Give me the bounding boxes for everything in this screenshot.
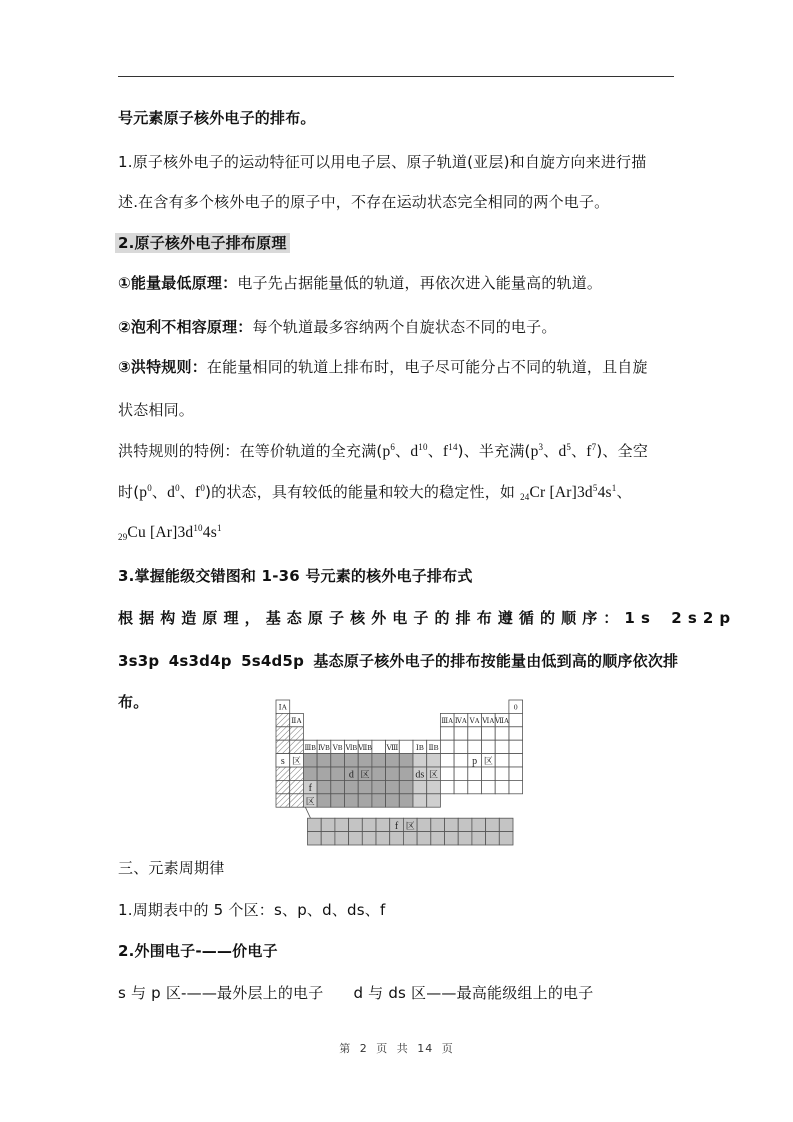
d-block-cell	[386, 794, 400, 807]
group-label-VIII: Ⅷ	[386, 742, 399, 752]
f-block-cell	[486, 818, 500, 831]
principle-text: 在能量相同的轨道上排布时，电子尽可能分占不同的轨道，且自旋	[206, 358, 648, 376]
d-block-cell	[386, 767, 400, 780]
p-block-cell	[440, 780, 454, 793]
p-block-cell	[440, 740, 454, 753]
p-block-cell	[495, 767, 509, 780]
group-label-ⅢA: ⅢA	[441, 717, 454, 726]
ds-block-cell	[427, 754, 441, 767]
ds-block-qu-label: 区	[429, 769, 439, 780]
f-block-cell	[376, 832, 390, 845]
aufbau-order-line3: 布。	[118, 693, 149, 711]
p-block-cell	[509, 780, 523, 793]
paragraph-motion-characteristics-cont: 述.在含有多个核外电子的原子中，不存在运动状态完全相同的两个电子。	[118, 193, 610, 211]
config-p0: $p^0$	[139, 483, 152, 501]
config-d10: $d^{10}$	[410, 442, 428, 460]
group-label-ⅦB: ⅦB	[358, 743, 372, 752]
p-block-cell	[495, 780, 509, 793]
p-block-cell	[482, 780, 496, 793]
f-block-cell	[486, 832, 500, 845]
p-block-cell	[495, 740, 509, 753]
five-blocks-line	[118, 900, 385, 920]
s-block-cell	[276, 794, 290, 807]
p-block-cell	[509, 727, 523, 740]
s-block-cell	[290, 740, 304, 753]
s-block-cell	[276, 727, 290, 740]
config-d0: $d^0$	[167, 483, 180, 501]
ds-block-cell	[413, 794, 427, 807]
special-text: 时(	[118, 483, 140, 501]
p-block-cell	[495, 727, 509, 740]
periodic-table-blocks-diagram	[268, 694, 538, 854]
d-block-cell	[399, 794, 413, 807]
valence-description	[118, 983, 593, 1003]
f-block-qu-label: 区	[405, 820, 415, 831]
line-heading-continued: 号元素原子核外电子的排布。	[118, 109, 316, 127]
d-block-cell	[317, 767, 331, 780]
p-block-cell	[440, 727, 454, 740]
d-block-cell	[399, 767, 413, 780]
aufbau-order-line2: 3s3p 4s3d4p 5s4d5p 基态原子核外电子的排布按能量由低到高的顺序依次排	[118, 652, 679, 670]
section-periodic-law: 三、元素周期律	[118, 859, 225, 877]
f-block-label: f	[394, 820, 399, 832]
p-block-cell	[468, 780, 482, 793]
p-block-cell	[454, 727, 468, 740]
p-block-cell	[482, 727, 496, 740]
five-blocks-text: 1.周期表中的 5 个区：s、p、d、ds、f	[118, 901, 386, 919]
f-block-marker-label: f	[308, 783, 312, 795]
p-block-qu-label: 区	[483, 756, 493, 767]
p-block-cell	[509, 740, 523, 753]
p-block-cell	[468, 727, 482, 740]
p-block-cell	[454, 780, 468, 793]
f-block-cell	[308, 832, 322, 845]
d-block-cell	[331, 767, 345, 780]
ds-block-cell	[413, 780, 427, 793]
f-block-connector	[305, 807, 310, 818]
d-block-cell	[303, 767, 317, 780]
ds-block-label: ds	[415, 769, 425, 781]
s-block-cell	[276, 740, 290, 753]
config-f14: $f^{14}$	[442, 442, 458, 460]
group-label-ⅥB: ⅥB	[345, 743, 358, 752]
separator: 、	[616, 483, 632, 501]
group-label-IIB: ⅡB	[428, 742, 439, 752]
f-block-cell	[335, 818, 349, 831]
principle-hund-cont: 状态相同。	[118, 401, 195, 419]
f-block-cell	[349, 832, 363, 845]
p-block-cell	[440, 767, 454, 780]
f-block-cell	[445, 832, 459, 845]
f-block-cell	[376, 818, 390, 831]
f-block-cell	[362, 832, 376, 845]
highlighted-heading: 2.原子核外电子排布原理	[115, 233, 290, 253]
d-block-cell	[358, 794, 372, 807]
group-label-IB: ⅠB	[415, 742, 424, 752]
d-block-cell	[317, 754, 331, 767]
p-block-cell	[509, 754, 523, 767]
s-block-cell	[276, 767, 290, 780]
header-rule	[118, 76, 674, 77]
f-block-cell	[472, 818, 486, 831]
p-block-label: p	[472, 756, 478, 768]
special-mid: )、半充满(	[457, 442, 531, 460]
special-intro: 洪特规则的特例：在等价轨道的全充满(	[118, 442, 383, 460]
principle-label: ③洪特规则：	[118, 358, 207, 376]
d-block-cell	[399, 780, 413, 793]
aufbau-order-line1: 根据构造原理，基态原子核外电子的排布遵循的顺序：1s 2s2p	[118, 609, 737, 627]
f-block-cell	[499, 832, 513, 845]
copper-config: $_{29}$Cu $[Ar]3d^{10}4s^1$	[118, 523, 222, 542]
group-label-ⅣB: ⅣB	[318, 743, 330, 752]
d-block-cell	[317, 780, 331, 793]
d-block-label: d	[348, 769, 354, 781]
config-d5: $d^5$	[558, 442, 572, 460]
p-block-cell	[509, 767, 523, 780]
f-block-cell	[308, 818, 322, 831]
config-p3: $p^3$	[530, 442, 544, 460]
principle-label: ②泡利不相容原理：	[118, 318, 253, 336]
principle-lowest-energy	[118, 273, 602, 293]
s-block-cell	[290, 780, 304, 793]
d-block-cell	[386, 754, 400, 767]
config-p6: $p^6$	[382, 442, 396, 460]
p-block-cell	[468, 740, 482, 753]
sp-block-text: s 与 p 区-——最外层上的电子	[118, 984, 324, 1002]
d-block-cell	[303, 754, 317, 767]
s-block-cell	[290, 767, 304, 780]
page-footer: 第 2 页 共 14 页	[339, 1042, 454, 1055]
hund-special-case-line1: 洪特规则的特例：在等价轨道的全充满($p^6$、$d^{10}$、$f^{14}$)、半充满($p^3$、$d^5$、$f^7$)、全空	[118, 442, 649, 460]
f-block-cell	[321, 818, 335, 831]
f-block-cell	[390, 832, 404, 845]
p-block-cell	[454, 740, 468, 753]
principle-hund	[118, 357, 648, 377]
p-block-cell	[440, 754, 454, 767]
group-label-IIA: ⅡA	[291, 716, 302, 726]
group-label-ⅤA: ⅤA	[469, 717, 480, 726]
f-block-cell	[431, 832, 445, 845]
d-block-cell	[331, 754, 345, 767]
p-block-cell	[495, 754, 509, 767]
f-block-cell	[458, 818, 472, 831]
p-block-cell	[454, 767, 468, 780]
d-block-cell	[372, 780, 386, 793]
s-block-cell	[290, 794, 304, 807]
group-label-IA: ⅠA	[278, 702, 288, 712]
paragraph-motion-characteristics: 1.原子核外电子的运动特征可以用电子层、原子轨道(亚层)和自旋方向来进行描	[118, 153, 647, 171]
p-block-cell	[468, 767, 482, 780]
valence-heading: 2.外围电子-——价电子	[118, 942, 278, 960]
principle-text: 每个轨道最多容纳两个自旋状态不同的电子。	[252, 318, 557, 336]
group-label-ⅣA: ⅣA	[454, 717, 467, 726]
d-block-cell	[317, 794, 331, 807]
f-block-marker-qu-label: 区	[305, 796, 315, 807]
d-block-cell	[372, 754, 386, 767]
f-block-cell	[458, 832, 472, 845]
s-block-cell	[290, 727, 304, 740]
p-block-cell	[482, 740, 496, 753]
f-block-cell	[417, 818, 431, 831]
d-block-cell	[358, 754, 372, 767]
d-block-cell	[345, 794, 359, 807]
principle-text: 电子先占据能量低的轨道，再依次进入能量高的轨道。	[237, 274, 603, 292]
principle-pauli	[118, 317, 557, 337]
d-block-cell	[331, 794, 345, 807]
f-block-cell	[472, 832, 486, 845]
group-label-ⅤB: ⅤB	[332, 743, 343, 752]
config-f0: $f^0$	[194, 483, 206, 501]
group-label-cell	[399, 740, 413, 753]
d-block-cell	[386, 780, 400, 793]
ds-block-cell	[427, 780, 441, 793]
f-block-cell	[403, 832, 417, 845]
section-heading-energy-levels: 3.掌握能级交错图和 1-36 号元素的核外电子排布式	[118, 567, 473, 585]
hund-special-case-line2: 时($p^0$、$d^0$、$f^0$)的状态，具有较低的能量和较大的稳定性，如 $_{24}$Cr $[Ar]3d^54s^1$、	[118, 483, 632, 502]
group-label-cell	[372, 740, 386, 753]
config-f7: $f^7$	[586, 442, 597, 460]
group-label-ⅥA: ⅥA	[482, 717, 495, 726]
s-block-cell	[276, 780, 290, 793]
group-label-ⅢB: ⅢB	[304, 743, 316, 752]
special-mid: )、全空	[596, 442, 649, 460]
d-block-cell	[399, 754, 413, 767]
d-block-cell	[358, 780, 372, 793]
d-block-cell	[345, 780, 359, 793]
d-block-cell	[331, 780, 345, 793]
chromium-config: $_{24}$Cr $[Ar]3d^54s^1$	[520, 483, 617, 502]
f-block-cell	[445, 818, 459, 831]
s-block-qu-label: 区	[292, 756, 302, 767]
p-block-cell	[482, 767, 496, 780]
special-text: )的状态，具有较低的能量和较大的稳定性，如	[205, 483, 521, 501]
f-block-cell	[362, 818, 376, 831]
section-heading-principles	[118, 233, 290, 253]
p-block-cell	[509, 713, 523, 726]
f-block-cell	[417, 832, 431, 845]
f-block-cell	[335, 832, 349, 845]
group-label-ⅦA: ⅦA	[495, 717, 510, 726]
p-block-cell	[454, 754, 468, 767]
d-ds-block-text: d 与 ds 区——最高能级组上的电子	[353, 984, 594, 1002]
ds-block-cell	[427, 794, 441, 807]
principle-label: ①能量最低原理：	[118, 274, 238, 292]
f-block-cell	[499, 818, 513, 831]
f-block-cell	[349, 818, 363, 831]
d-block-cell	[345, 754, 359, 767]
copper-config-line	[118, 522, 222, 543]
d-block-cell	[372, 767, 386, 780]
d-block-cell	[372, 794, 386, 807]
s-block-label: s	[280, 756, 285, 768]
s-block-cell	[276, 713, 290, 726]
ds-block-cell	[413, 754, 427, 767]
f-block-cell	[431, 818, 445, 831]
f-block-cell	[321, 832, 335, 845]
d-block-qu-label: 区	[360, 769, 370, 780]
group-label-0: 0	[513, 702, 518, 712]
